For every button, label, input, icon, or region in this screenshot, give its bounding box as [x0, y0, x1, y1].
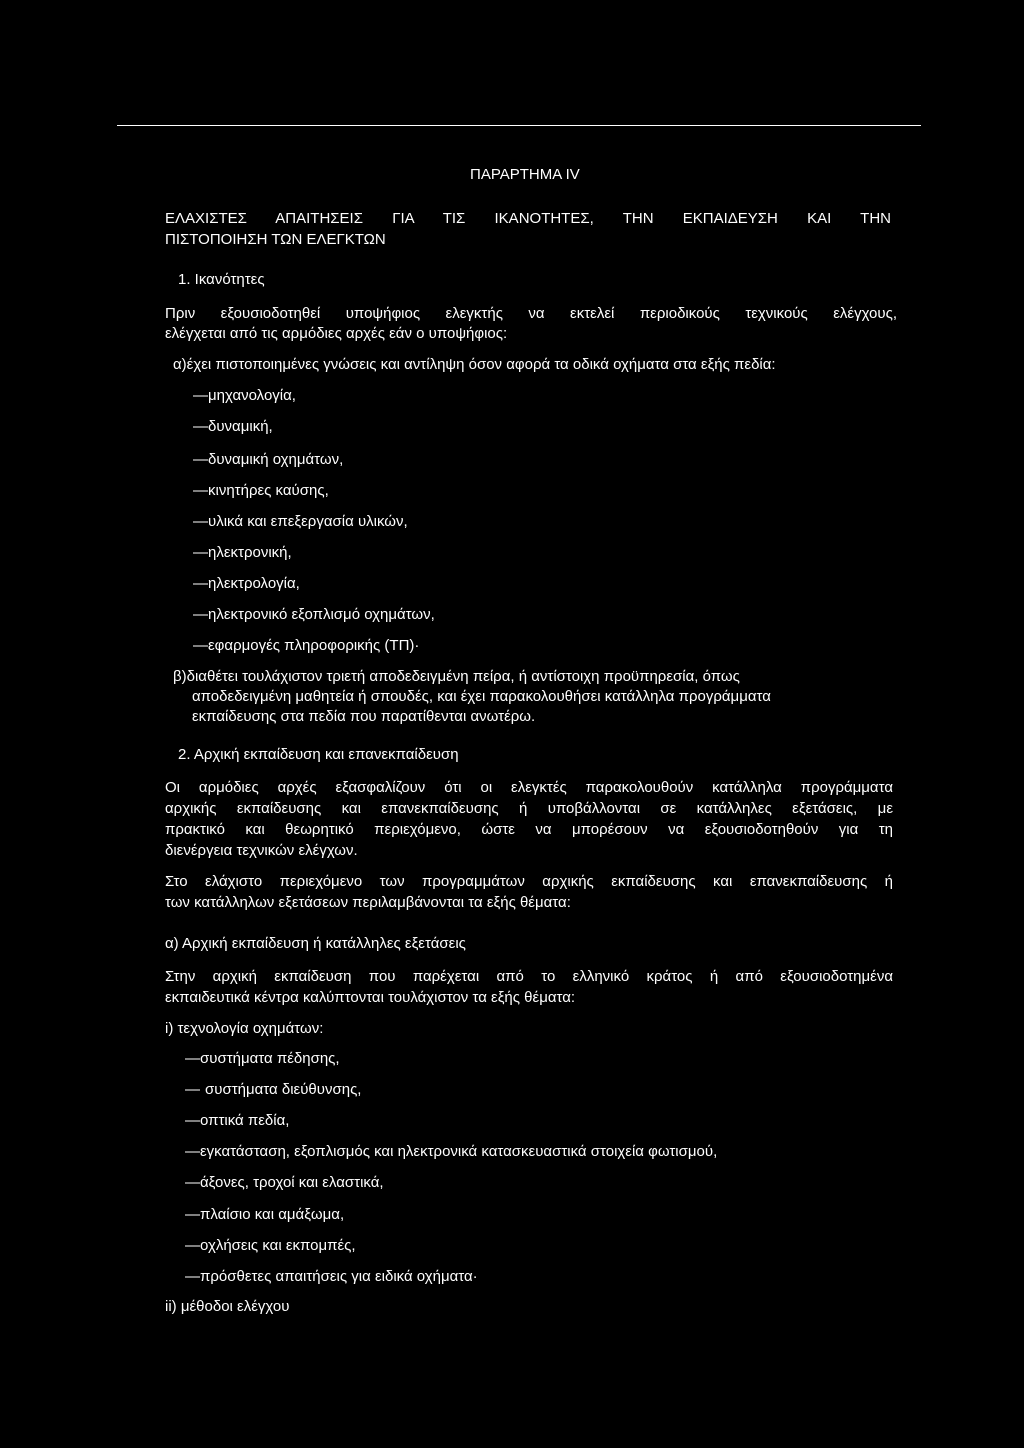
section-2-para-1-line-3: πρακτικό και θεωρητικό περιεχόμενο, ώστε να μπορέσουν να εξουσιοδοτηθούν για τη — [165, 821, 893, 838]
sub-a-line-1: Στην αρχική εκπαίδευση που παρέχεται από το ελληνικό κράτος ή από εξουσιοδοτημένα — [165, 968, 893, 985]
dash: — — [185, 1268, 200, 1285]
section-2-para-1-line-2: αρχικής εκπαίδευσης και επανεκπαίδευσης ή υποβάλλονται σε κατάλληλες εξετάσεις, με — [165, 800, 893, 817]
dash: — — [193, 544, 208, 561]
tech-item: — συστήματα διεύθυνσης, — [185, 1081, 362, 1098]
dash: — — [193, 387, 208, 404]
field-item: —ηλεκτρονική, — [193, 544, 292, 561]
dash: — — [193, 451, 208, 468]
item-b-line-1: β)διαθέτει τουλάχιστον τριετή αποδεδειγμένη πείρα, ή αντίστοιχη προϋπηρεσία, όπως — [173, 668, 740, 685]
section-2-para-2-line-2: των κατάλληλων εξετάσεων περιλαμβάνονται τα εξής θέματα: — [165, 894, 571, 911]
dash: — — [185, 1112, 200, 1129]
item-a: α)έχει πιστοποιημένες γνώσεις και αντίληψη όσον αφορά τα οδικά οχήματα στα εξής πεδία: — [173, 356, 776, 373]
section-2-para-1-line-4: διενέργεια τεχνικών ελέγχων. — [165, 842, 358, 859]
tech-item: —πρόσθετες απαιτήσεις για ειδικά οχήματα· — [185, 1268, 478, 1285]
top-rule — [117, 125, 921, 126]
field-item: —δυναμική, — [193, 418, 273, 435]
section-2-para-1-line-1: Οι αρμόδιες αρχές εξασφαλίζουν ότι οι ελεγκτές παρακολουθούν κατάλληλα προγράμματα — [165, 779, 893, 796]
dash: — — [185, 1081, 200, 1098]
section-2-title: 2. Αρχική εκπαίδευση και επανεκπαίδευση — [178, 746, 459, 763]
tech-item: —οχλήσεις και εκπομπές, — [185, 1237, 356, 1254]
field-item: —εφαρμογές πληροφορικής (ΤΠ)· — [193, 637, 420, 654]
tech-item: —πλαίσιο και αμάξωμα, — [185, 1206, 345, 1223]
tech-item: —εγκατάσταση, εξοπλισμός και ηλεκτρονικά κατασκευαστικά στοιχεία φωτισμού, — [185, 1143, 718, 1160]
field-item: —δυναμική οχημάτων, — [193, 451, 344, 468]
dash: — — [185, 1174, 200, 1191]
dash: — — [193, 637, 208, 654]
dash: — — [185, 1050, 200, 1067]
field-item: —υλικά και επεξεργασία υλικών, — [193, 513, 408, 530]
item-b-line-2: αποδεδειγμένη μαθητεία ή σπουδές, και έχει παρακολουθήσει κατάλληλα προγράμματα — [192, 688, 771, 705]
dash: — — [185, 1206, 200, 1223]
dash: — — [193, 575, 208, 592]
field-item: —ηλεκτρονικό εξοπλισμό οχημάτων, — [193, 606, 435, 623]
section-2-para-2-line-1: Στο ελάχιστο περιεχόμενο των προγραμμάτων αρχικής εκπαίδευσης και επανεκπαίδευσης ή — [165, 873, 893, 890]
dash: — — [193, 482, 208, 499]
dash: — — [185, 1237, 200, 1254]
section-1-intro-line-1: Πριν εξουσιοδοτηθεί υποψήφιος ελεγκτής να εκτελεί περιοδικούς τεχνικούς ελέγχους, — [165, 305, 897, 322]
field-item: —ηλεκτρολογία, — [193, 575, 300, 592]
tech-item: —συστήματα πέδησης, — [185, 1050, 340, 1067]
dash: — — [185, 1143, 200, 1160]
sub-a-title: α) Αρχική εκπαίδευση ή κατάλληλες εξετάσεις — [165, 935, 466, 952]
heading-line-2: ΠΙΣΤΟΠΟΙΗΣΗ ΤΩΝ ΕΛΕΓΚΤΩΝ — [165, 231, 386, 248]
item-ii: ii) μέθοδοι ελέγχου — [165, 1298, 290, 1315]
item-b-line-3: εκπαίδευσης στα πεδία που παρατίθενται ανωτέρω. — [192, 708, 536, 725]
sub-a-line-2: εκπαιδευτικά κέντρα καλύπτονται τουλάχιστον τα εξής θέματα: — [165, 989, 576, 1006]
dash: — — [193, 606, 208, 623]
annex-title: ΠΑΡΑΡΤΗΜΑ IV — [470, 166, 580, 183]
field-item: —μηχανολογία, — [193, 387, 296, 404]
dash: — — [193, 513, 208, 530]
item-i: i) τεχνολογία οχημάτων: — [165, 1020, 324, 1037]
section-1-title: 1. Ικανότητες — [178, 271, 265, 288]
section-1-intro-line-2: ελέγχεται από τις αρμόδιες αρχές εάν ο υποψήφιος: — [165, 325, 508, 342]
tech-item: —άξονες, τροχοί και ελαστικά, — [185, 1174, 384, 1191]
field-item: —κινητήρες καύσης, — [193, 482, 329, 499]
heading-line-1: ΕΛΑΧΙΣΤΕΣ ΑΠΑΙΤΗΣΕΙΣ ΓΙΑ ΤΙΣ ΙΚΑΝΟΤΗΤΕΣ, ΤΗΝ ΕΚΠΑΙΔΕΥΣΗ ΚΑΙ ΤΗΝ — [165, 210, 891, 227]
tech-item: —οπτικά πεδία, — [185, 1112, 290, 1129]
dash: — — [193, 418, 208, 435]
